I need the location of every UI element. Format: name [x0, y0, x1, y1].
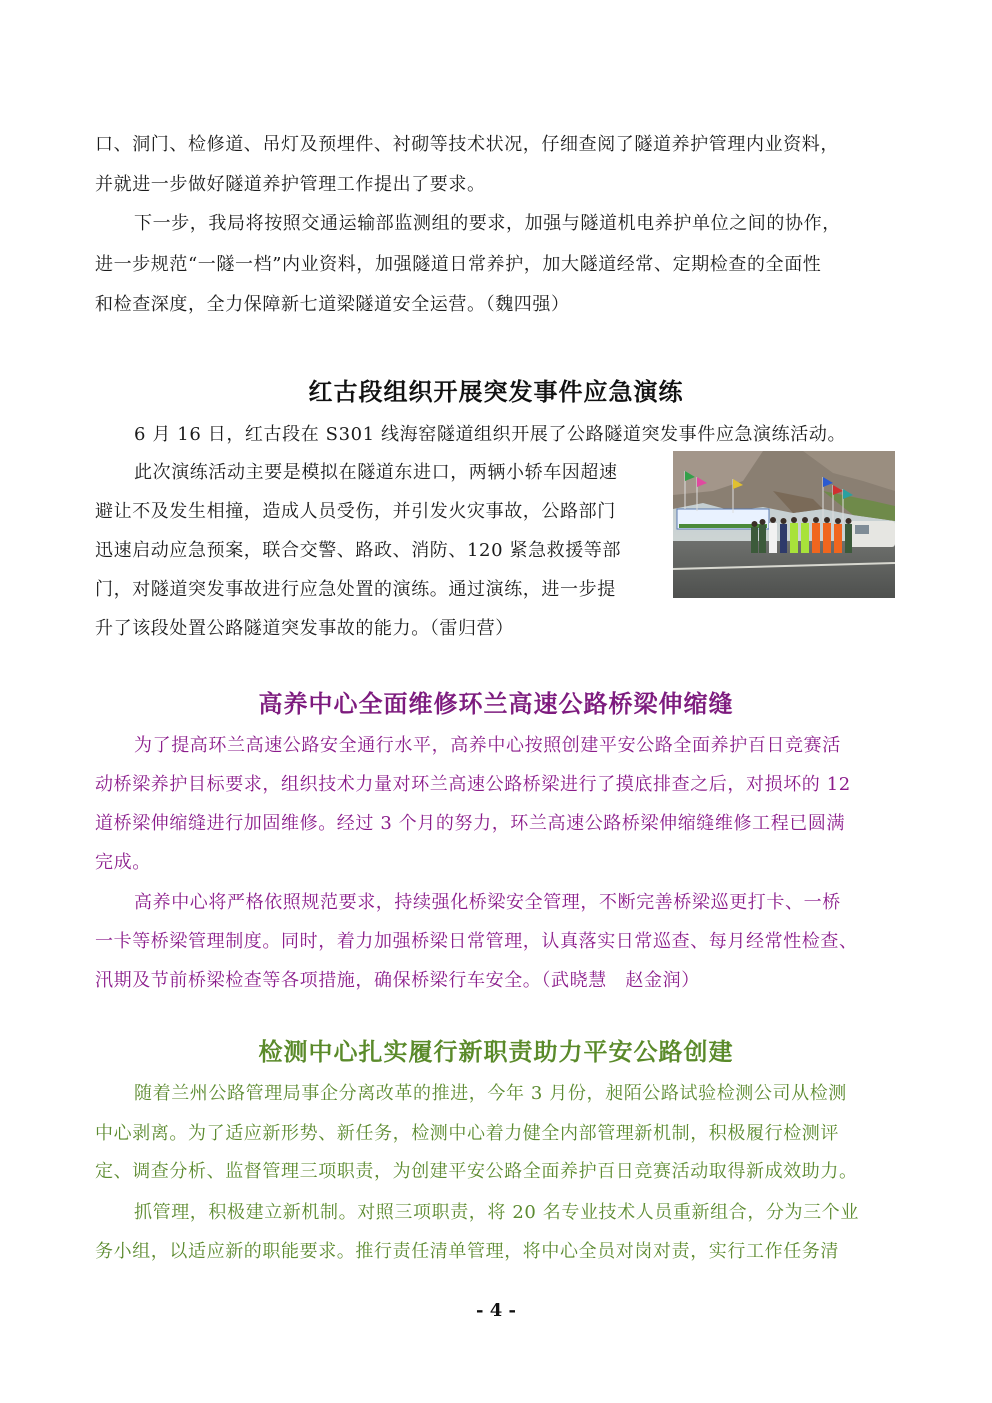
- paragraph-line: 抓管理，积极建立新机制。对照三项职责，将 20 名专业技术人员重新组合，分为三个业: [134, 1202, 859, 1223]
- paragraph-line: 6 月 16 日，红古段在 S301 线海窑隧道组织开展了公路隧道突发事件应急演练活动。: [134, 424, 847, 445]
- paragraph-line: 中心剥离。为了适应新形势、新任务，检测中心着力健全内部管理新机制，积极履行检测评: [95, 1123, 839, 1144]
- paragraph-line: 门，对隧道突发事故进行应急处置的演练。通过演练，进一步提: [95, 579, 616, 600]
- paragraph-line: 道桥梁伸缩缝进行加固维修。经过 3 个月的努力，环兰高速公路桥梁伸缩缝维修工程已圆满: [95, 813, 846, 834]
- paragraph-line: 进一步规范“一隧一档”内业资料，加强隧道日常养护，加大隧道经常、定期检查的全面性: [95, 254, 822, 275]
- paragraph-line: 一卡等桥梁管理制度。同时，着力加强桥梁日常管理，认真落实日常巡查、每月经常性检查、: [95, 931, 858, 952]
- paragraph-line: 此次演练活动主要是模拟在隧道东进口，两辆小轿车因超速: [134, 462, 618, 483]
- paragraph-line: 和检查深度，全力保障新七道梁隧道安全运营。（魏四强）: [95, 294, 570, 315]
- paragraph-line: 动桥梁养护目标要求，组织技术力量对环兰高速公路桥梁进行了摸底排查之后，对损坏的 12: [95, 774, 851, 795]
- paragraph-line: 高养中心将严格依照规范要求，持续强化桥梁安全管理，不断完善桥梁巡更打卡、一桥: [134, 892, 841, 913]
- paragraph-line: 并就进一步做好隧道养护管理工作提出了要求。: [95, 174, 486, 195]
- paragraph-line: 随着兰州公路管理局事企分离改革的推进，今年 3 月份，昶陌公路试验检测公司从检测: [134, 1083, 847, 1104]
- paragraph-line: 定、调查分析、监督管理三项职责，为创建平安公路全面养护百日竞赛活动取得新成效助力。: [95, 1161, 858, 1182]
- paragraph-line: 为了提高环兰高速公路安全通行水平，高养中心按照创建平安公路全面养护百日竞赛活: [134, 735, 841, 756]
- paragraph-line: 务小组，以适应新的职能要求。推行责任清单管理，将中心全员对岗对责，实行工作任务清: [95, 1241, 839, 1262]
- page-number: - 4 -: [476, 1300, 516, 1321]
- drill-photo: [673, 451, 895, 598]
- paragraph-line: 迅速启动应急预案，联合交警、路政、消防、120 紧急救援等部: [95, 540, 622, 561]
- paragraph-line: 避让不及发生相撞，造成人员受伤，并引发火灾事故，公路部门: [95, 501, 616, 522]
- paragraph-line: 完成。: [95, 852, 151, 873]
- article-title: 高养中心全面维修环兰高速公路桥梁伸缩缝: [258, 690, 734, 718]
- article-title: 红古段组织开展突发事件应急演练: [308, 378, 684, 406]
- paragraph-line: 下一步，我局将按照交通运输部监测组的要求，加强与隧道机电养护单位之间的协作，: [134, 213, 841, 234]
- paragraph-line: 口、洞门、检修道、吊灯及预埋件、衬砌等技术状况，仔细查阅了隧道养护管理内业资料，: [95, 134, 839, 155]
- drill-photo-image: [673, 451, 895, 598]
- paragraph-line: 升了该段处置公路隧道突发事故的能力。（雷归营）: [95, 618, 514, 639]
- article-title: 检测中心扎实履行新职责助力平安公路创建: [258, 1038, 734, 1066]
- paragraph-line: 汛期及节前桥梁检查等各项措施，确保桥梁行车安全。（武晓慧 赵金润）: [95, 970, 700, 991]
